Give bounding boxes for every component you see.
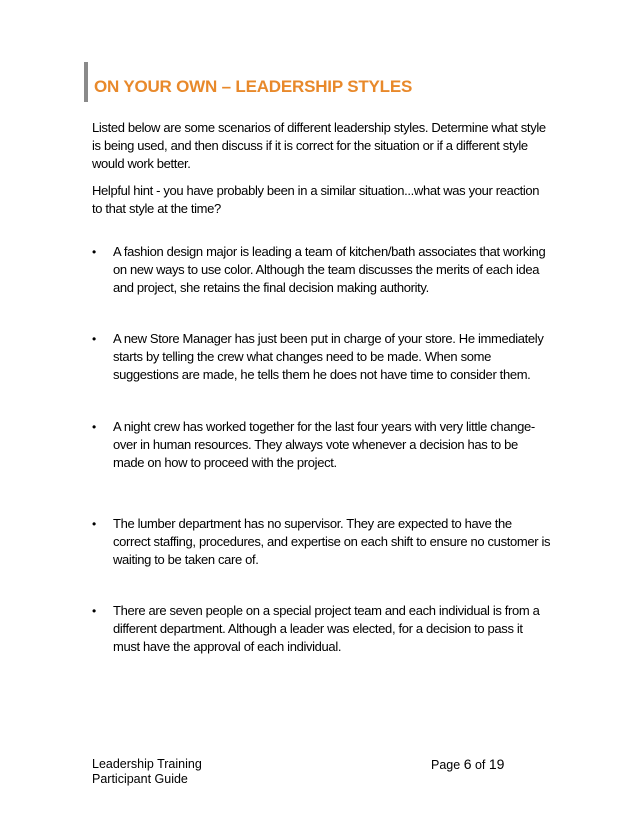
bullet-icon: • xyxy=(92,604,96,618)
bullet-icon: • xyxy=(92,420,96,434)
footer-document-title xyxy=(92,757,202,787)
footer-line-2: Participant Guide xyxy=(92,772,188,786)
scenario-text: A night crew has worked together for the last four years with very little change-over in human resources. They always vote whenever a decision has to be made on how to proceed with the project. xyxy=(113,419,535,470)
heading-accent-bar xyxy=(84,62,88,102)
total-pages: 19 xyxy=(488,756,505,772)
list-item xyxy=(92,418,552,472)
intro-paragraph: Listed below are some scenarios of different leadership styles. Determine what style is being used, and then discuss if it is correct for the situation or if a different style would work better. xyxy=(92,120,546,171)
page-of: of xyxy=(474,758,486,772)
scenario-text: A fashion design major is leading a team of kitchen/bath associates that working on new ways to use color. Although the team discusses the merits of each idea and project, she retains the final decision making authority. xyxy=(113,244,546,295)
scenario-text: The lumber department has no supervisor. They are expected to have the correct staffing, procedures, and expertise on each shift to ensure no customer is waiting to be taken care of. xyxy=(113,516,551,567)
scenario-text: A new Store Manager has just been put in charge of your store. He immediately starts by telling the crew what changes need to be made. When some suggestions are made, he tells them he does not have time to consider them. xyxy=(113,331,544,382)
list-item xyxy=(92,515,552,569)
footer-line-1: Leadership Training xyxy=(92,757,202,771)
page-number xyxy=(431,757,504,773)
bullet-icon: • xyxy=(92,517,96,531)
current-page: 6 xyxy=(463,756,472,772)
page-prefix: Page xyxy=(431,758,461,772)
list-item xyxy=(92,330,552,384)
bullet-icon: • xyxy=(92,245,96,259)
list-item xyxy=(92,243,552,297)
hint-paragraph: Helpful hint - you have probably been in a similar situation...what was your reaction to that style at the time? xyxy=(92,183,540,216)
scenario-text: There are seven people on a special project team and each individual is from a different department. Although a leader was elected, for a decision to pass it must have the approval of each individual. xyxy=(113,603,540,654)
bullet-icon: • xyxy=(92,332,96,346)
list-item xyxy=(92,602,552,656)
page-title: ON YOUR OWN – LEADERSHIP STYLES xyxy=(94,77,413,96)
